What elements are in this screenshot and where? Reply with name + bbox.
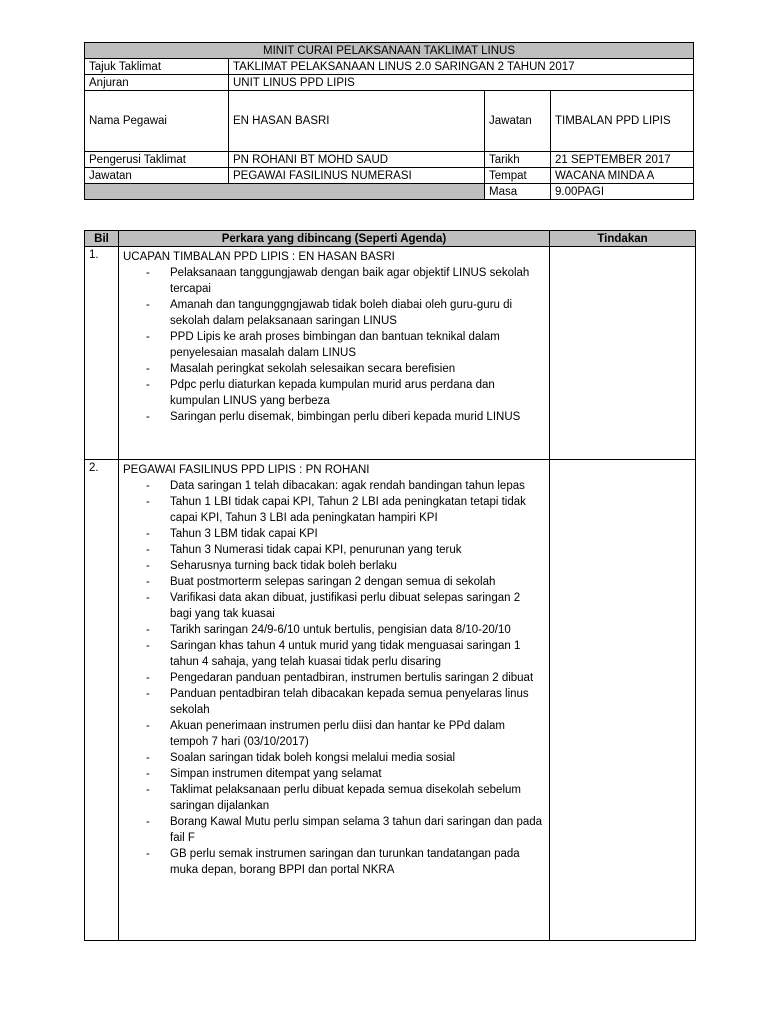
- dash-bullet: -: [146, 672, 150, 684]
- point-text: GB perlu semak instrumen saringan dan turunkan tandatangan pada muka depan, borang BPPI dan portal NKRA: [170, 848, 520, 876]
- dash-bullet: -: [146, 267, 150, 279]
- topic-value: TAKLIMAT PELAKSANAAN LINUS 2.0 SARINGAN 2 TAHUN 2017: [229, 59, 694, 75]
- officer-position-label: Jawatan: [485, 91, 551, 152]
- item-content: [119, 247, 550, 460]
- list-item: [123, 574, 545, 590]
- dash-bullet: -: [146, 299, 150, 311]
- dash-bullet: -: [146, 528, 150, 540]
- dash-bullet: -: [146, 640, 150, 652]
- dash-bullet: -: [146, 592, 150, 604]
- list-item: [123, 718, 545, 750]
- dash-bullet: -: [146, 480, 150, 492]
- point-text: Pdpc perlu diaturkan kepada kumpulan murid arus perdana dan kumpulan LINUS yang berbeza: [170, 379, 495, 407]
- list-item: [123, 814, 545, 846]
- list-item: [123, 494, 545, 526]
- dash-bullet: -: [146, 768, 150, 780]
- dash-bullet: -: [146, 816, 150, 828]
- document-title: MINIT CURAI PELAKSANAAN TAKLIMAT LINUS: [85, 43, 694, 59]
- point-text: Pengedaran panduan pentadbiran, instrumen bertulis saringan 2 dibuat: [170, 672, 534, 684]
- organizer-value: UNIT LINUS PPD LIPIS: [229, 75, 694, 91]
- point-text: Taklimat pelaksanaan perlu dibuat kepada semua disekolah sebelum saringan dijalankan: [170, 784, 521, 812]
- blank-grey-cell: [85, 184, 485, 200]
- list-item: [123, 377, 545, 409]
- time-value: 9.00PAGI: [551, 184, 694, 200]
- point-text: Tahun 3 Numerasi tidak capai KPI, penurunan yang teruk: [170, 544, 462, 556]
- point-text: Panduan pentadbiran telah dibacakan kepada semua penyelaras linus sekolah: [170, 688, 529, 716]
- point-text: Akuan penerimaan instrumen perlu diisi dan hantar ke PPd dalam tempoh 7 hari (03/10/2017): [170, 720, 505, 748]
- organizer-label: Anjuran: [85, 75, 229, 91]
- point-text: Saringan khas tahun 4 untuk murid yang tidak menguasai saringan 1 tahun 4 sahaja, yang telah kuasai tidak perlu disaring: [170, 640, 521, 668]
- point-text: Data saringan 1 telah dibacakan: agak rendah bandingan tahun lepas: [170, 480, 525, 492]
- list-item: [123, 638, 545, 670]
- action-cell: [550, 247, 696, 460]
- point-text: Soalan saringan tidak boleh kongsi melalui media sosial: [170, 752, 456, 764]
- date-value: 21 SEPTEMBER 2017: [551, 152, 694, 168]
- time-label: Masa: [485, 184, 551, 200]
- point-text: Saringan perlu disemak, bimbingan perlu diberi kepada murid LINUS: [170, 411, 521, 423]
- point-text: Pelaksanaan tanggungjawab dengan baik agar objektif LINUS sekolah tercapai: [170, 267, 530, 295]
- list-item: [123, 846, 545, 878]
- col-header-action: Tindakan: [550, 231, 696, 247]
- list-item: [123, 766, 545, 782]
- list-item: [123, 361, 545, 377]
- dash-bullet: -: [146, 411, 150, 423]
- list-item: [123, 409, 545, 425]
- date-label: Tarikh: [485, 152, 551, 168]
- venue-value: WACANA MINDA A: [551, 168, 694, 184]
- minutes-header-row: [85, 231, 696, 247]
- point-text: Buat postmorterm selepas saringan 2 dengan semua di sekolah: [170, 576, 496, 588]
- dash-bullet: -: [146, 720, 150, 732]
- list-item: [123, 686, 545, 718]
- discussion-points: [123, 478, 545, 878]
- dash-bullet: -: [146, 688, 150, 700]
- list-item: [123, 558, 545, 574]
- meeting-info-table: [84, 42, 694, 200]
- item-title: UCAPAN TIMBALAN PPD LIPIS : EN HASAN BASRI: [123, 251, 395, 263]
- dash-bullet: -: [146, 363, 150, 375]
- item-title: PEGAWAI FASILINUS PPD LIPIS : PN ROHANI: [123, 464, 370, 476]
- point-text: Simpan instrumen ditempat yang selamat: [170, 768, 382, 780]
- dash-bullet: -: [146, 576, 150, 588]
- point-text: Tarikh saringan 24/9-6/10 untuk bertulis, pengisian data 8/10-20/10: [170, 624, 511, 636]
- list-item: [123, 329, 545, 361]
- venue-label: Tempat: [485, 168, 551, 184]
- chair-position-value: PEGAWAI FASILINUS NUMERASI: [229, 168, 485, 184]
- officer-name-value: EN HASAN BASRI: [229, 91, 485, 152]
- discussion-points: [123, 265, 545, 425]
- dash-bullet: -: [146, 752, 150, 764]
- officer-name-label: Nama Pegawai: [85, 91, 229, 152]
- list-item: [123, 590, 545, 622]
- point-text: Seharusnya turning back tidak boleh berlaku: [170, 560, 397, 572]
- chairperson-label: Pengerusi Taklimat: [85, 152, 229, 168]
- point-text: Tahun 1 LBI tidak capai KPI, Tahun 2 LBI ada peningkatan tetapi tidak capai KPI, Tahun 3 LBI ada peningkatan hampiri KPI: [170, 496, 526, 524]
- dash-bullet: -: [146, 624, 150, 636]
- dash-bullet: -: [146, 784, 150, 796]
- item-number: 2.: [85, 460, 119, 941]
- point-text: Tahun 3 LBM tidak capai KPI: [170, 528, 318, 540]
- list-item: [123, 542, 545, 558]
- table-row: [85, 460, 696, 941]
- dash-bullet: -: [146, 331, 150, 343]
- officer-position-value: TIMBALAN PPD LIPIS: [551, 91, 694, 152]
- point-text: Borang Kawal Mutu perlu simpan selama 3 tahun dari saringan dan pada fail F: [170, 816, 543, 844]
- action-cell: [550, 460, 696, 941]
- point-text: PPD Lipis ke arah proses bimbingan dan bantuan teknikal dalam penyelesaian masalah dalam LINUS: [170, 331, 500, 359]
- minutes-table: [84, 230, 696, 941]
- chair-position-label: Jawatan: [85, 168, 229, 184]
- list-item: [123, 782, 545, 814]
- point-text: Varifikasi data akan dibuat, justifikasi perlu dibuat selepas saringan 2 bagi yang tak kuasai: [170, 592, 521, 620]
- list-item: [123, 297, 545, 329]
- dash-bullet: -: [146, 496, 150, 508]
- list-item: [123, 670, 545, 686]
- list-item: [123, 526, 545, 542]
- list-item: [123, 478, 545, 494]
- item-content: [119, 460, 550, 941]
- col-header-agenda: Perkara yang dibincang (Seperti Agenda): [119, 231, 550, 247]
- dash-bullet: -: [146, 848, 150, 860]
- list-item: [123, 622, 545, 638]
- dash-bullet: -: [146, 560, 150, 572]
- chairperson-value: PN ROHANI BT MOHD SAUD: [229, 152, 485, 168]
- dash-bullet: -: [146, 544, 150, 556]
- topic-label: Tajuk Taklimat: [85, 59, 229, 75]
- item-number: 1.: [85, 247, 119, 460]
- point-text: Masalah peringkat sekolah selesaikan secara berefisien: [170, 363, 456, 375]
- dash-bullet: -: [146, 379, 150, 391]
- list-item: [123, 265, 545, 297]
- table-row: [85, 247, 696, 460]
- list-item: [123, 750, 545, 766]
- point-text: Amanah dan tangunggngjawab tidak boleh diabai oleh guru-guru di sekolah dalam pelaksanaan saringan LINUS: [170, 299, 513, 327]
- col-header-no: Bil: [85, 231, 119, 247]
